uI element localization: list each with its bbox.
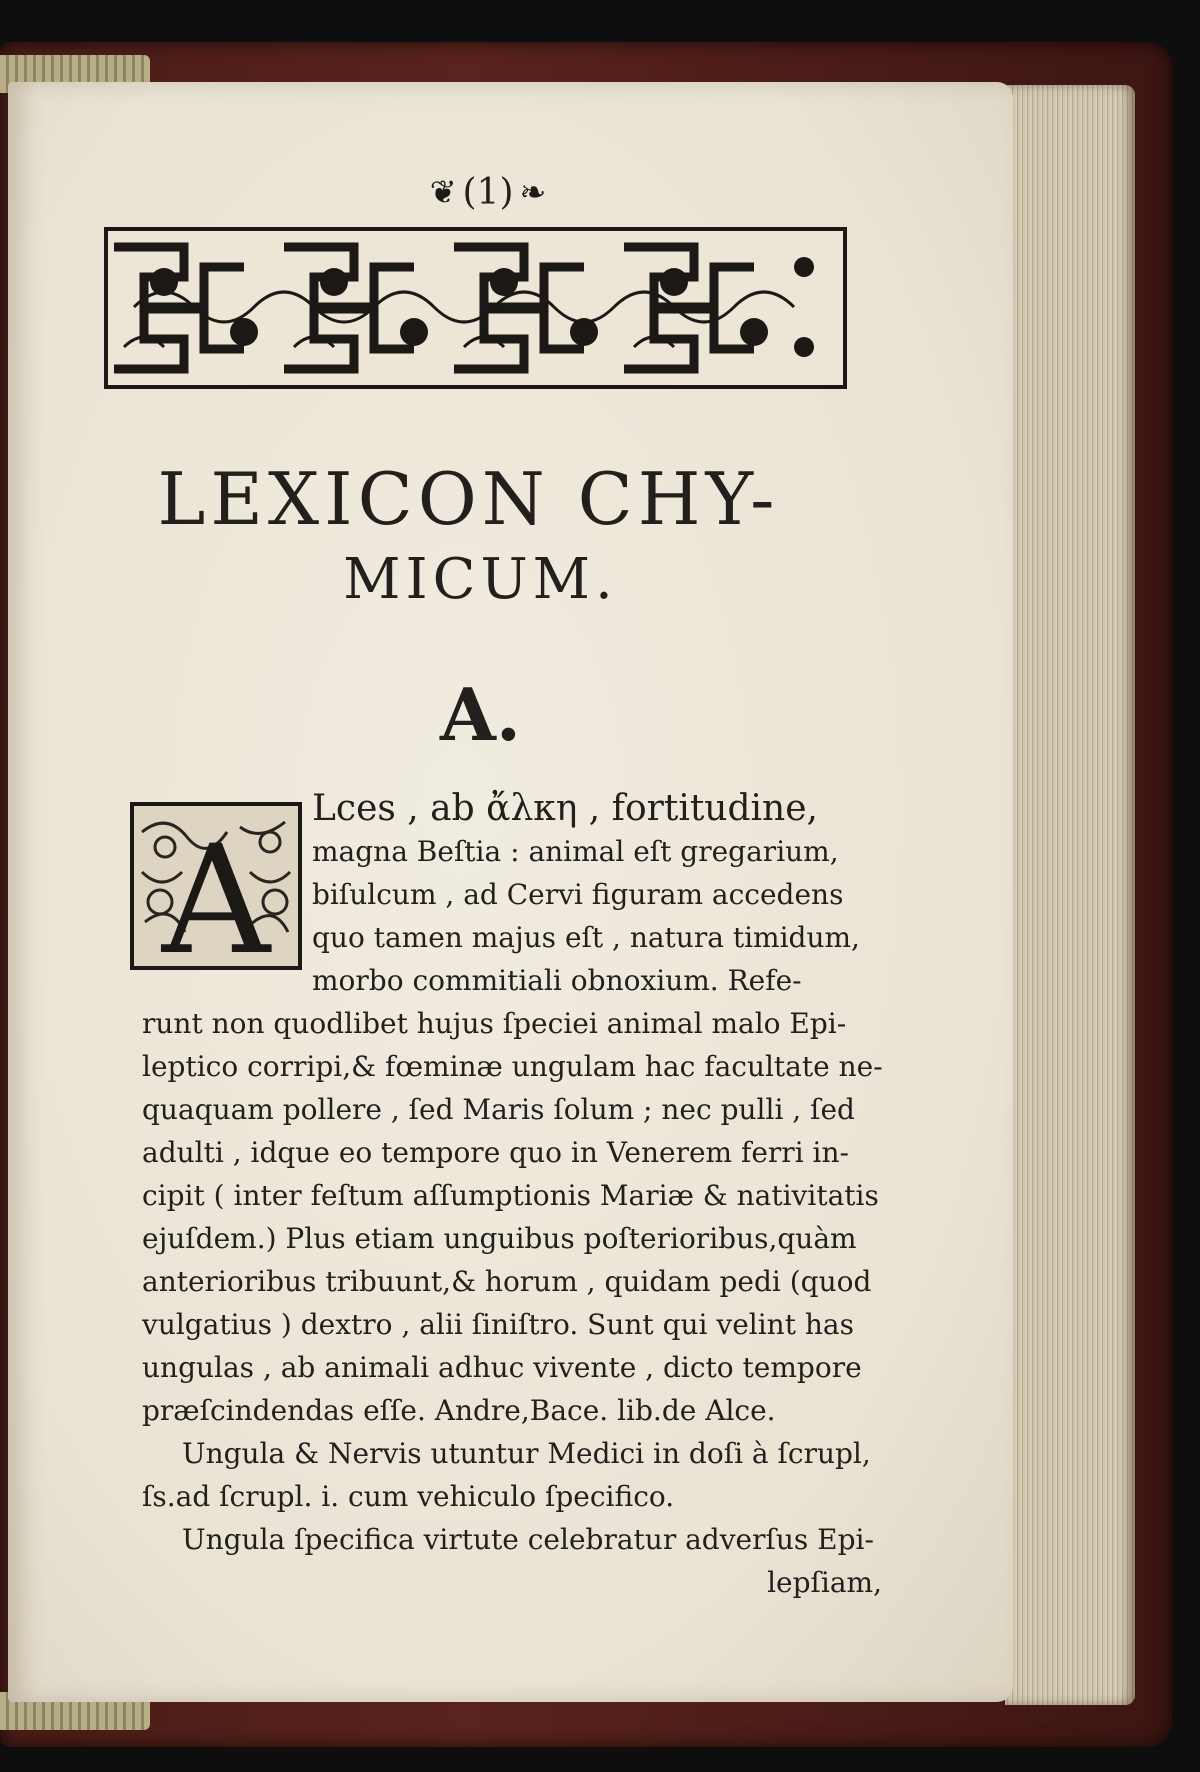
ornamental-headpiece-icon	[104, 227, 847, 389]
entry-line: magna Beſtia : animal eſt gregarium,	[312, 835, 839, 868]
entry-line: leptico corripi,& fœminæ ungulam hac facultate ne-	[142, 1050, 883, 1083]
entry-line: Lces , ab ἄλκη , fortitudine,	[312, 788, 818, 829]
entry-line: quaquam pollere , ſed Maris ſolum ; nec pulli , ſed	[142, 1093, 855, 1126]
page-folio	[388, 162, 588, 222]
title-line-2: MICUM.	[343, 547, 618, 612]
entry-line: runt non quodlibet hujus ſpeciei animal malo Epi-	[142, 1007, 847, 1040]
entry-line: quo tamen majus eſt , natura timidum,	[312, 921, 860, 954]
entry-line: Ungula & Nervis utuntur Medici in doſi à ſcrupl,	[182, 1437, 871, 1470]
page-edges	[1005, 85, 1135, 1705]
section-letter: A.	[440, 672, 521, 757]
entry-line: morbo commitiali obnoxium. Refe-	[312, 964, 802, 997]
entry-line: ungulas , ab animali adhuc vivente , dicto tempore	[142, 1351, 862, 1384]
entry-line: anterioribus tribuunt,& horum , quidam pedi (quod	[142, 1265, 872, 1298]
entry-line: adulti , idque eo tempore quo in Venerem ferri in-	[142, 1136, 849, 1169]
entry-line: cipit ( inter feſtum aſſumptionis Mariæ & nativitatis	[142, 1179, 879, 1212]
entry-line: biſulcum , ad Cervi figuram accedens	[312, 878, 844, 911]
entry-line: præſcindendas eſſe. Andre,Bace. lib.de Alce.	[142, 1394, 776, 1427]
entry-line: Ungula ſpecifica virtute celebratur adverſus Epi-	[182, 1523, 874, 1556]
initial-letter: A	[161, 814, 271, 970]
entry-line: vulgatius ) dextro , alii ſiniſtro. Sunt qui velint has	[142, 1308, 854, 1341]
page-number: (1)	[462, 171, 514, 213]
entry-body	[142, 787, 882, 1604]
entry-line: ſs.ad ſcrupl. i. cum vehiculo ſpecifico.	[142, 1480, 675, 1513]
entry-line: ejuſdem.) Plus etiam unguibus poſterioribus,quàm	[142, 1222, 857, 1255]
fleuron-left-icon: ❦	[429, 173, 457, 211]
fleuron-right-icon: ❧	[519, 173, 547, 211]
entry-line: lepſiam,	[767, 1566, 882, 1599]
book-page	[8, 82, 1013, 1702]
title-line-1: LEXICON CHY-	[157, 457, 780, 541]
